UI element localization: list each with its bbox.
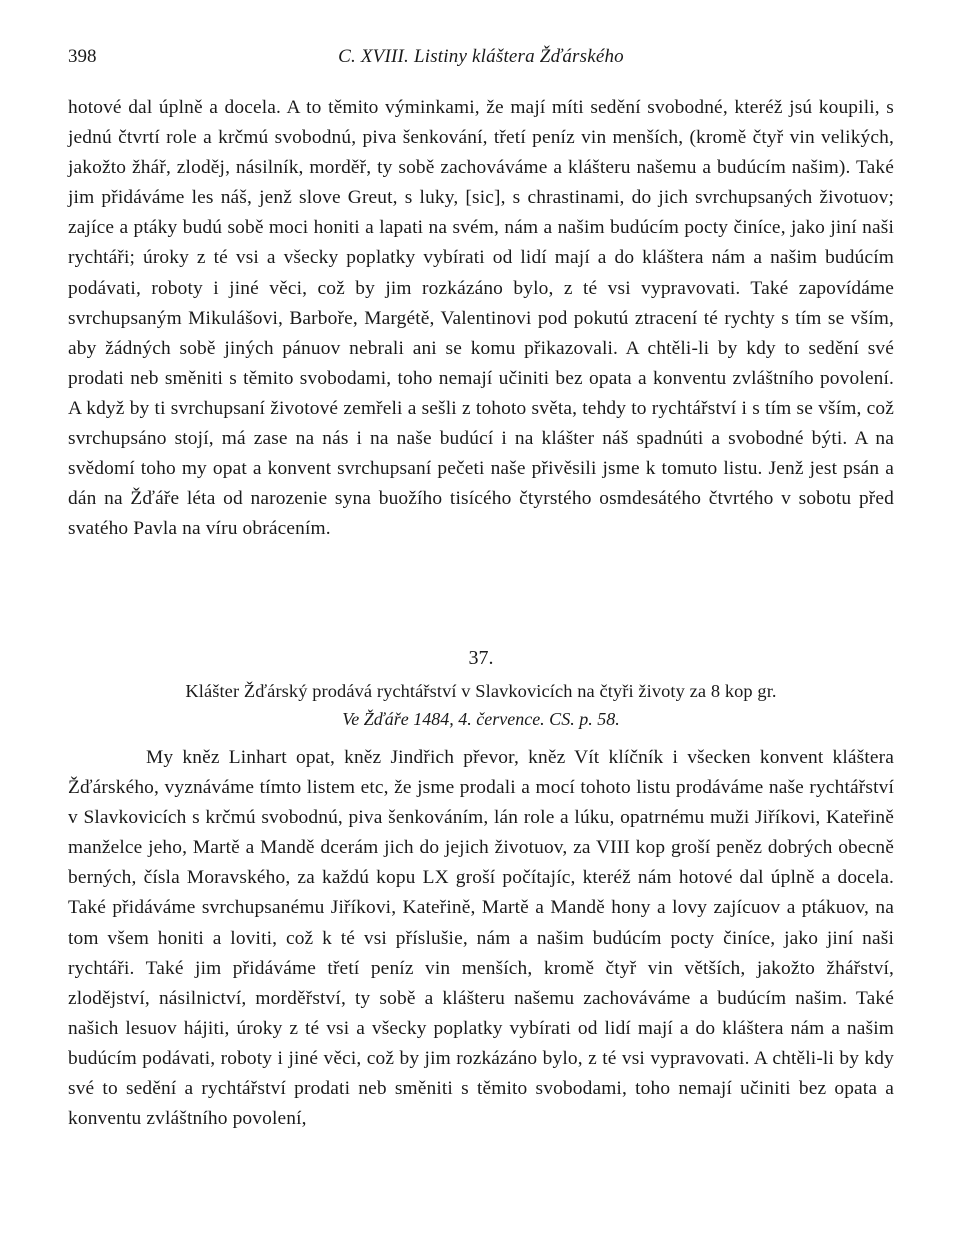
document-source: Ve Žďáře 1484, 4. července. CS. p. 58. <box>342 709 620 729</box>
document-number: 37. <box>468 647 494 669</box>
document-body-paragraph: My kněz Linhart opat, kněz Jindřich převor, kněz Vít klíčník i všecken konvent kláštera Žďárského, vyznáváme tímto listem etc, že jsme prodali a mocí tohoto listu prodáváme naše rychtářství v Slavkovicích s krčmú svobodnú, piva šenkováním, lán role a lúku, opatrnému muži Jiříkovi, Kateřině manželce jeho, Martě a Mandě dcerám jich do jejich životuov, za VIII kop groší peněz dobrých obecně berných, čísla Moravského, za každú kopu LX groší počítajíc, kteréž nám hotové dal úplně a docela. Také přidáváme svrchupsanému Jiříkovi, Kateřině, Martě a Mandě hony a lovy zajícuov a ptákuov, na tom všem honiti a loviti, což k té vsi příslušie, nám a našim budúcím pocty činíce, jako jiní naši rychtáři. Také jim přidáváme třetí peníz vin menších, kromě čtyř vin větších, jakožto žhářství, zlodějství, násilnictví, morděřství, ty sobě a klášteru našemu zachováváme a budúcím našim. Také našich lesuov hájiti, úroky z té vsi a všecky poplatky vybírati od lidí mají a do kláštera nám a našim budúcím podávati, roboty i jiné věci, což by jim rozkázáno bylo, z té vsi vypravovati. A chtěli-li by kdy své to sedění a rychtářství prodati neb směniti s těmito svobodami, toho nemají učiniti bez opata a konventu zvláštního povolení, <box>68 747 894 1130</box>
document-title: Klášter Žďárský prodává rychtářství v Slavkovicích na čtyři životy za 8 kop gr. <box>185 681 777 701</box>
page-number: 398 <box>68 46 97 67</box>
page-header <box>68 46 894 76</box>
running-head: C. XVIII. Listiny kláštera Žďárského <box>338 46 624 67</box>
paragraph-continuation: hotové dal úplně a docela. A to těmito výminkami, že mají míti sedění svobodné, kteréž jsú koupili, s jednú čtvrtí role a krčmú svobodnú, piva šenkování, třetí peníz vin menších, (kromě čtyř vin velikých, jakožto žhář, zloděj, násilník, morděř, ty sobě zachováváme a klášteru našemu a budúcím našim). Také jim přidáváme les náš, jenž slove Greut, s luky, [sic], s chrastinami, do jich svrchupsaných životuov; zajíce a ptáky budú sobě moci honiti a lapati na svém, nám a našim budúcím pocty činíce, jako jiní naši rychtáři; úroky z té vsi a všecky poplatky vybírati od lidí mají a do kláštera nám a našim budúcím podávati, roboty i jiné věci, což by jim rozkázáno bylo, z té vsi vypravovati. Také zapovídáme svrchupsaným Mikulášovi, Barboře, Margétě, Valentinovi pod pokutú ztracení té rychty s tím se vším, aby žádných sobě jiných pánuov nebrali ani se komu přikazovali. A chtěli-li by kdy to sedění své prodati neb směniti s těmito svobodami, toho nemají učiniti bez opata a konventu zvláštního povolení. A když by ti svrchupsaní životové zemřeli a sešli z tohoto světa, tehdy to rychtářství i s tím se vším, což svrchupsáno stojí, má zase na nás i na naše budúcí i na klášter náš spadnúti a svobodné býti. A na svědomí toho my opat a konvent svrchupsaní pečeti naše přivěsili jsme k tomuto listu. Jenž jest psán a dán na Žďáře léta od narozenie syna buožího tisícého čtyrstého osmdesátého čtvrtého v sobotu před svatého Pavla na víru obrácením. <box>68 97 894 540</box>
